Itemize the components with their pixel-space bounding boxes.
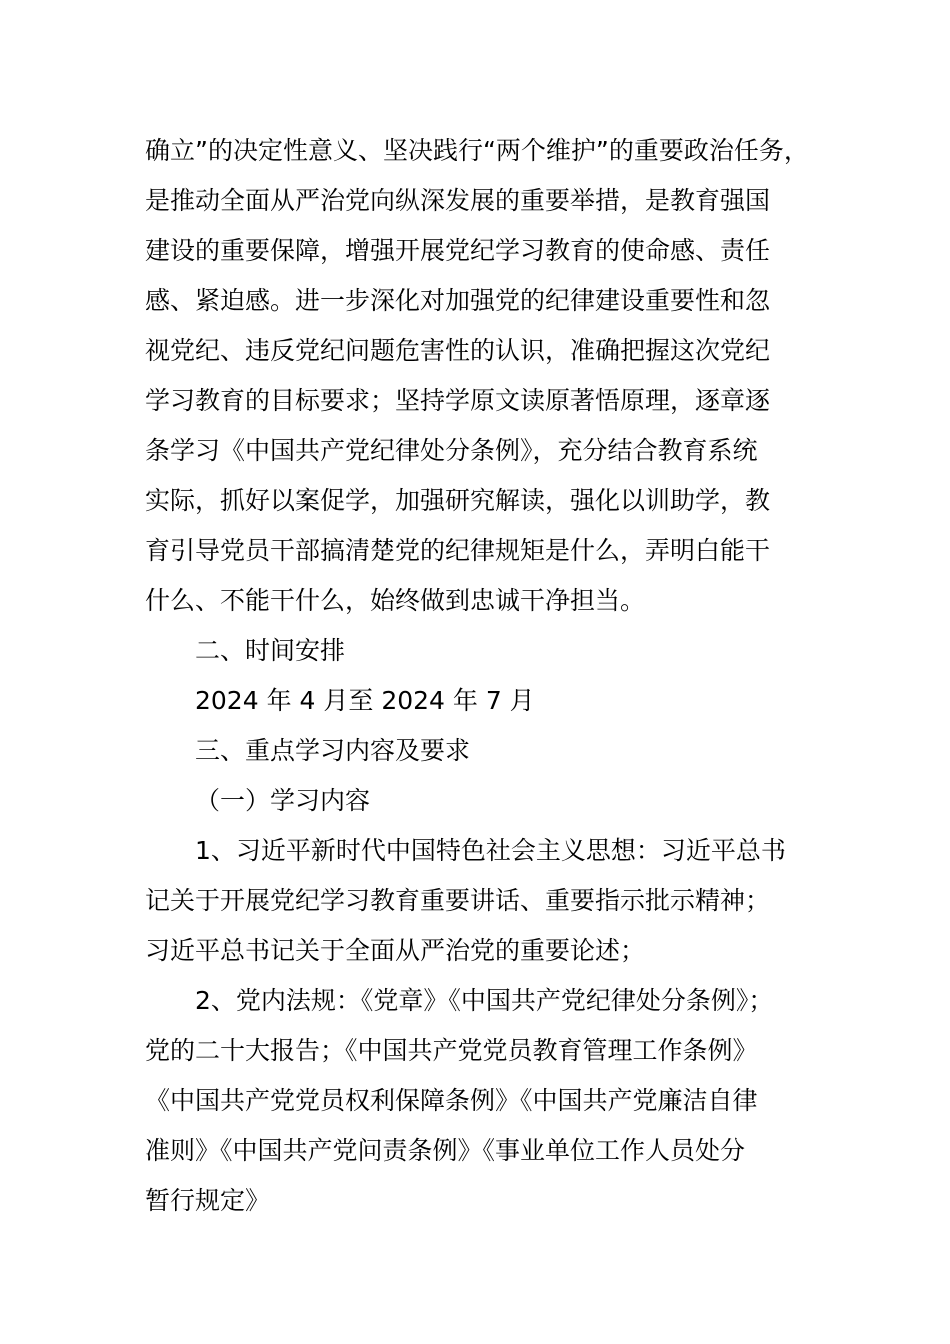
subsection-heading: （一）学习内容 [195, 786, 371, 815]
schedule-dates: 2024 年 4 月至 2024 年 7 月 [195, 686, 535, 715]
paragraph-line: 学习教育的目标要求；坚持学原文读原著悟原理，逐章逐 [145, 386, 771, 415]
section-heading-content: 三、重点学习内容及要求 [195, 736, 471, 765]
list-item-2-line: 准则》《中国共产党问责条例》《事业单位工作人员处分 [145, 1136, 746, 1165]
paragraph-line: 条学习《中国共产党纪律处分条例》，充分结合教育系统 [145, 436, 758, 465]
document-body [145, 126, 825, 1226]
list-item-1-line: 习近平总书记关于全面从严治党的重要论述； [145, 936, 646, 965]
paragraph-line: 育引导党员干部搞清楚党的纪律规矩是什么，弄明白能干 [145, 536, 771, 565]
paragraph-line: 是推动全面从严治党向纵深发展的重要举措，是教育强国 [145, 186, 771, 215]
list-item-1-line: 记关于开展党纪学习教育重要讲话、重要指示批示精神； [145, 886, 771, 915]
list-item-1-line: 1、习近平新时代中国特色社会主义思想：习近平总书 [195, 836, 786, 865]
paragraph-line: 确立”的决定性意义、坚决践行“两个维护”的重要政治任务， [145, 136, 809, 165]
list-item-2-line: 暂行规定》 [145, 1186, 271, 1215]
paragraph-line: 视党纪、违反党纪问题危害性的认识，准确把握这次党纪 [145, 336, 771, 365]
list-item-2-line: 《中国共产党党员权利保障条例》《中国共产党廉洁自律 [145, 1086, 758, 1115]
paragraph-line: 实际，抓好以案促学，加强研究解读，强化以训助学，教 [145, 486, 771, 515]
paragraph-line: 感、紧迫感。进一步深化对加强党的纪律建设重要性和忽 [145, 286, 771, 315]
paragraph-line: 建设的重要保障，增强开展党纪学习教育的使命感、责任 [145, 236, 771, 265]
list-item-2-line: 2、党内法规：《党章》《中国共产党纪律处分条例》； [195, 986, 774, 1015]
list-item-2-line: 党的二十大报告；《中国共产党党员教育管理工作条例》 [145, 1036, 758, 1065]
paragraph-line: 什么、不能干什么，始终做到忠诚干净担当。 [145, 586, 646, 615]
section-heading-schedule: 二、时间安排 [195, 636, 346, 665]
